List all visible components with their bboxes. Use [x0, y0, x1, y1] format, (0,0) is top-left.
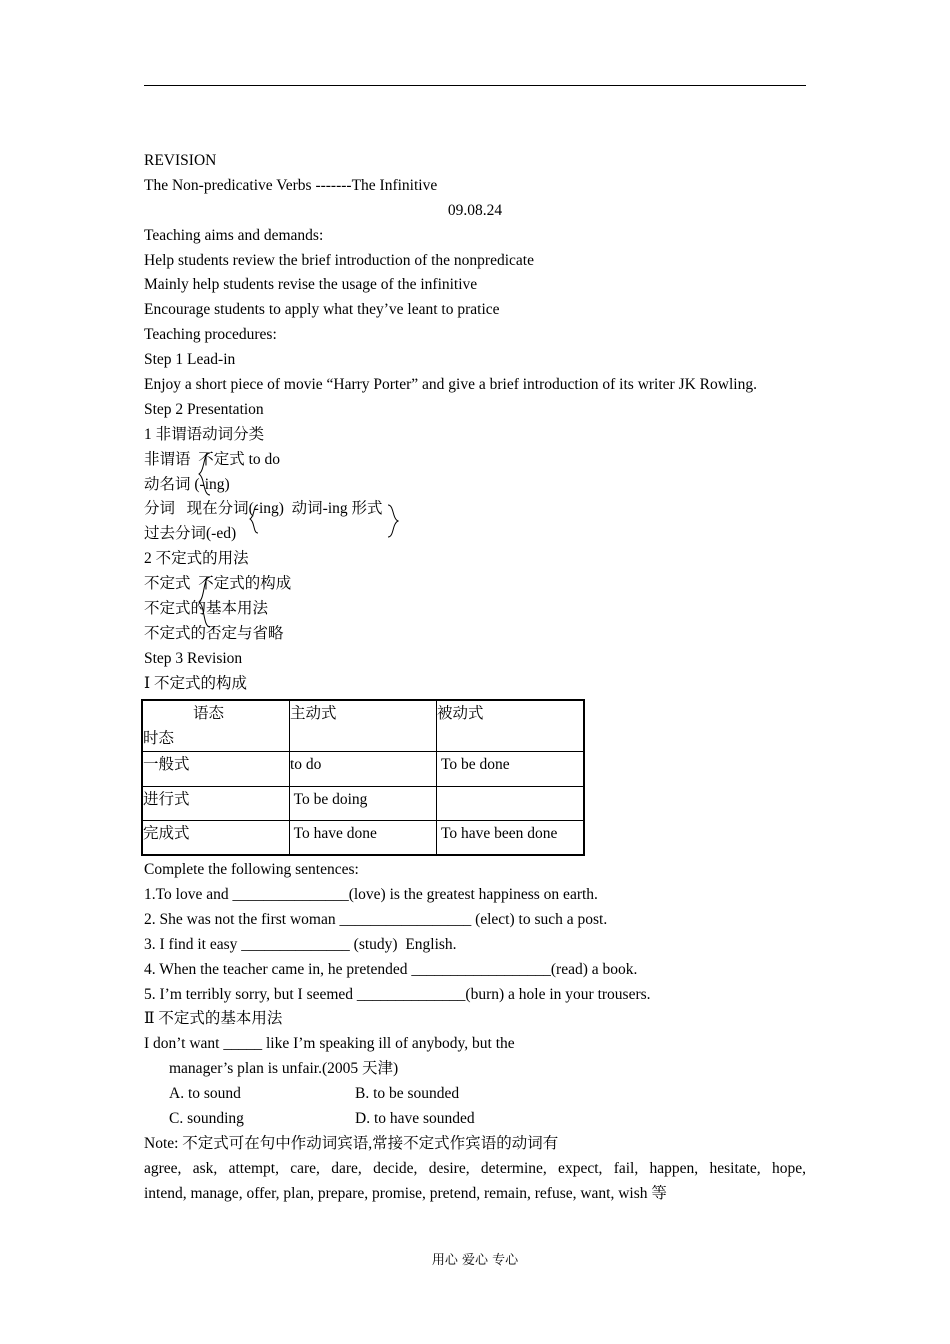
- table-header-active: 主动式: [290, 700, 437, 752]
- option-a: A. to sound: [169, 1085, 241, 1103]
- document-date: 09.08.24: [447, 201, 503, 219]
- document-body: [144, 149, 806, 1207]
- step1-text: Enjoy a short piece of movie “Harry Porter” and give a brief introduction of its writer JK Rowling.: [144, 376, 757, 394]
- tree-line: 不定式的基本用法: [144, 600, 269, 618]
- option-d: D. to have sounded: [355, 1110, 475, 1127]
- table-row: [142, 786, 584, 820]
- infinitive-forms-table: [141, 699, 585, 857]
- classification-tree: [144, 448, 806, 548]
- table-cell-tense: 进行式: [142, 786, 290, 820]
- exercise-item: 5. I’m terribly sorry, but I seemed ______________(burn) a hole in your trousers.: [144, 985, 651, 1003]
- table-cell-active: To have done: [290, 820, 437, 855]
- section1-title: 1 非谓语动词分类: [144, 425, 265, 443]
- tree-line: 过去分词(-ed): [144, 525, 237, 543]
- options-row: [144, 1082, 806, 1107]
- table-cell-active: To be doing: [290, 786, 437, 820]
- step2-title: Step 2 Presentation: [144, 400, 264, 418]
- verbs-list-line: agree, ask, attempt, care, dare, decide, desire, determine, expect, fail, happen, hesitate, hope,: [144, 1159, 806, 1177]
- options-row: [144, 1107, 806, 1132]
- corner-tense-label: 时态: [143, 729, 175, 747]
- option-c: C. sounding: [169, 1110, 244, 1127]
- exercise-title: Complete the following sentences:: [144, 861, 359, 879]
- table-corner-cell: [142, 700, 290, 752]
- exercise-item: 3. I find it easy ______________ (study) English.: [144, 935, 457, 953]
- part1-title: Ⅰ 不定式的构成: [144, 674, 247, 692]
- note-line: Note: 不定式可在句中作动词宾语,常接不定式作宾语的动词有: [144, 1134, 559, 1152]
- page-footer: 用心 爱心 专心: [431, 1253, 519, 1268]
- table-cell-tense: 一般式: [142, 751, 290, 786]
- table-header-passive: 被动式: [437, 700, 585, 752]
- aims-title: Teaching aims and demands:: [144, 226, 324, 244]
- table-cell-active: to do: [290, 751, 437, 786]
- tree-line: 不定式 不定式的构成: [144, 575, 292, 593]
- tree-line: 动名词 (-ing): [144, 475, 230, 493]
- aims-item: Mainly help students revise the usage of the infinitive: [144, 276, 478, 294]
- question-line: manager’s plan is unfair.(2005 天津): [169, 1060, 399, 1078]
- verbs-list-line: intend, manage, offer, plan, prepare, promise, pretend, remain, refuse, want, wish 等: [144, 1184, 667, 1202]
- tree-line: 非谓语 不定式 to do: [144, 450, 281, 468]
- tree-line: 不定式的否定与省略: [144, 624, 284, 642]
- table-cell-passive: To be done: [437, 751, 585, 786]
- tree-line: 分词 现在分词(-ing) 动词-ing 形式: [144, 500, 383, 518]
- aims-item: Help students review the brief introduction of the nonpredicate: [144, 251, 534, 269]
- corner-voice-label: 语态: [193, 704, 225, 722]
- header-rule: [144, 85, 806, 86]
- part2-title: Ⅱ 不定式的基本用法: [144, 1010, 283, 1028]
- table-header-row: [142, 700, 584, 752]
- table-cell-passive: [437, 786, 585, 820]
- option-b: B. to be sounded: [355, 1085, 460, 1103]
- table-row: [142, 751, 584, 786]
- step1-title: Step 1 Lead-in: [144, 351, 236, 369]
- procedures-title: Teaching procedures:: [144, 326, 277, 344]
- exercise-item: 1.To love and _______________(love) is the greatest happiness on earth.: [144, 885, 598, 903]
- step3-title: Step 3 Revision: [144, 649, 243, 667]
- table-row: [142, 820, 584, 855]
- table-cell-passive: To have been done: [437, 820, 585, 855]
- question-line: I don’t want _____ like I’m speaking ill of anybody, but the: [144, 1035, 515, 1053]
- section2-title: 2 不定式的用法: [144, 550, 249, 568]
- usage-tree: [144, 572, 806, 647]
- exercise-item: 4. When the teacher came in, he pretended __________________(read) a book.: [144, 960, 638, 978]
- document-subtitle: The Non-predicative Verbs -------The Infinitive: [144, 176, 438, 194]
- document-heading: REVISION: [144, 152, 217, 169]
- exercise-item: 2. She was not the first woman _________________ (elect) to such a post.: [144, 910, 608, 928]
- table-cell-tense: 完成式: [142, 820, 290, 855]
- aims-item: Encourage students to apply what they’ve leant to pratice: [144, 301, 500, 319]
